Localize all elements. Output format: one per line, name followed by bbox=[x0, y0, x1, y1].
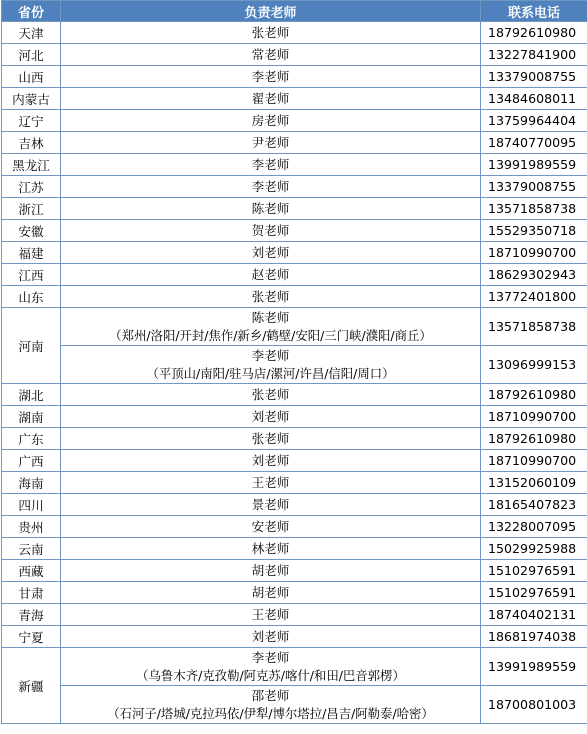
teacher-name: 陈老师 bbox=[251, 309, 290, 325]
phone-cell: 18165407823 bbox=[481, 494, 587, 516]
phone-cell: 13759964404 bbox=[481, 110, 587, 132]
teacher-cell bbox=[61, 686, 481, 724]
province-cell: 浙江 bbox=[2, 198, 61, 220]
table-row bbox=[2, 220, 587, 242]
province-cell: 青海 bbox=[2, 604, 61, 626]
province-cell: 江苏 bbox=[2, 176, 61, 198]
province-cell: 新疆 bbox=[2, 648, 61, 724]
province-cell: 云南 bbox=[2, 538, 61, 560]
table-row bbox=[2, 538, 587, 560]
phone-cell: 13152060109 bbox=[481, 472, 587, 494]
teacher-cell: 常老师 bbox=[61, 44, 481, 66]
teacher-cell: 张老师 bbox=[61, 286, 481, 308]
province-cell: 黑龙江 bbox=[2, 154, 61, 176]
header-province: 省份 bbox=[2, 1, 61, 22]
teacher-cell: 陈老师 bbox=[61, 198, 481, 220]
province-cell: 河南 bbox=[2, 308, 61, 384]
phone-cell: 18792610980 bbox=[481, 384, 587, 406]
teacher-cell bbox=[61, 346, 481, 384]
phone-cell: 18681974038 bbox=[481, 626, 587, 648]
province-cell: 广西 bbox=[2, 450, 61, 472]
phone-cell: 13096999153 bbox=[481, 346, 587, 384]
teacher-cell: 王老师 bbox=[61, 472, 481, 494]
teacher-cell: 刘老师 bbox=[61, 450, 481, 472]
teacher-cell bbox=[61, 308, 481, 346]
table-row bbox=[2, 516, 587, 538]
teacher-cell: 李老师 bbox=[61, 66, 481, 88]
teacher-cell: 贺老师 bbox=[61, 220, 481, 242]
phone-cell: 18792610980 bbox=[481, 428, 587, 450]
phone-cell: 13227841900 bbox=[481, 44, 587, 66]
phone-cell: 13991989559 bbox=[481, 648, 587, 686]
teacher-cell: 刘老师 bbox=[61, 242, 481, 264]
phone-cell: 13991989559 bbox=[481, 154, 587, 176]
phone-cell: 13571858738 bbox=[481, 198, 587, 220]
phone-cell: 18629302943 bbox=[481, 264, 587, 286]
teacher-cell: 王老师 bbox=[61, 604, 481, 626]
phone-cell: 18700801003 bbox=[481, 686, 587, 724]
teacher-cell: 胡老师 bbox=[61, 582, 481, 604]
header-row bbox=[2, 1, 587, 22]
header-teacher: 负责老师 bbox=[61, 1, 481, 22]
table-row bbox=[2, 560, 587, 582]
contact-table bbox=[1, 0, 587, 724]
table-row bbox=[2, 286, 587, 308]
table-row bbox=[2, 686, 587, 724]
province-cell: 宁夏 bbox=[2, 626, 61, 648]
province-cell: 广东 bbox=[2, 428, 61, 450]
table-row bbox=[2, 648, 587, 686]
table-row bbox=[2, 450, 587, 472]
table-row bbox=[2, 88, 587, 110]
table-row bbox=[2, 242, 587, 264]
table-row bbox=[2, 582, 587, 604]
region-list: （乌鲁木齐/克孜勒/阿克苏/喀什/和田/巴音郭楞） bbox=[136, 667, 405, 683]
province-cell: 山西 bbox=[2, 66, 61, 88]
region-list: （平顶山/南阳/驻马店/漯河/许昌/信阳/周口） bbox=[146, 365, 395, 381]
teacher-name: 邵老师 bbox=[251, 687, 290, 703]
phone-cell: 15029925988 bbox=[481, 538, 587, 560]
province-cell: 河北 bbox=[2, 44, 61, 66]
teacher-cell: 刘老师 bbox=[61, 406, 481, 428]
teacher-cell: 翟老师 bbox=[61, 88, 481, 110]
table-row bbox=[2, 132, 587, 154]
table-row bbox=[2, 66, 587, 88]
table-row bbox=[2, 604, 587, 626]
phone-cell: 15102976591 bbox=[481, 582, 587, 604]
teacher-cell: 赵老师 bbox=[61, 264, 481, 286]
table-row bbox=[2, 176, 587, 198]
province-cell: 海南 bbox=[2, 472, 61, 494]
region-list: （郑州/洛阳/开封/焦作/新乡/鹤壁/安阳/三门峡/濮阳/商丘） bbox=[109, 327, 432, 343]
table-row bbox=[2, 406, 587, 428]
phone-cell: 13484608011 bbox=[481, 88, 587, 110]
phone-cell: 18710990700 bbox=[481, 242, 587, 264]
phone-cell: 15102976591 bbox=[481, 560, 587, 582]
province-cell: 内蒙古 bbox=[2, 88, 61, 110]
table-row bbox=[2, 22, 587, 44]
teacher-cell: 李老师 bbox=[61, 176, 481, 198]
teacher-cell: 安老师 bbox=[61, 516, 481, 538]
province-cell: 四川 bbox=[2, 494, 61, 516]
phone-cell: 13379008755 bbox=[481, 66, 587, 88]
phone-cell: 18792610980 bbox=[481, 22, 587, 44]
teacher-cell: 张老师 bbox=[61, 428, 481, 450]
teacher-cell: 张老师 bbox=[61, 384, 481, 406]
province-cell: 江西 bbox=[2, 264, 61, 286]
table-row bbox=[2, 472, 587, 494]
teacher-cell: 尹老师 bbox=[61, 132, 481, 154]
table-row bbox=[2, 110, 587, 132]
table-body bbox=[2, 22, 587, 724]
table-row bbox=[2, 264, 587, 286]
phone-cell: 18710990700 bbox=[481, 406, 587, 428]
phone-cell: 18740402131 bbox=[481, 604, 587, 626]
province-cell: 天津 bbox=[2, 22, 61, 44]
province-cell: 辽宁 bbox=[2, 110, 61, 132]
teacher-cell: 林老师 bbox=[61, 538, 481, 560]
table-row bbox=[2, 384, 587, 406]
teacher-cell: 李老师 bbox=[61, 154, 481, 176]
phone-cell: 18710990700 bbox=[481, 450, 587, 472]
teacher-cell: 景老师 bbox=[61, 494, 481, 516]
table-row bbox=[2, 198, 587, 220]
table-row bbox=[2, 154, 587, 176]
table-row bbox=[2, 428, 587, 450]
province-cell: 山东 bbox=[2, 286, 61, 308]
province-cell: 贵州 bbox=[2, 516, 61, 538]
table-row bbox=[2, 44, 587, 66]
table-row bbox=[2, 308, 587, 346]
province-cell: 湖南 bbox=[2, 406, 61, 428]
teacher-cell bbox=[61, 648, 481, 686]
table-row bbox=[2, 626, 587, 648]
table-row bbox=[2, 346, 587, 384]
province-cell: 安徽 bbox=[2, 220, 61, 242]
province-cell: 西藏 bbox=[2, 560, 61, 582]
teacher-name: 李老师 bbox=[251, 347, 290, 363]
province-cell: 吉林 bbox=[2, 132, 61, 154]
phone-cell: 13772401800 bbox=[481, 286, 587, 308]
phone-cell: 13379008755 bbox=[481, 176, 587, 198]
phone-cell: 15529350718 bbox=[481, 220, 587, 242]
province-cell: 湖北 bbox=[2, 384, 61, 406]
phone-cell: 13571858738 bbox=[481, 308, 587, 346]
province-cell: 甘肃 bbox=[2, 582, 61, 604]
header-phone: 联系电话 bbox=[481, 1, 587, 22]
region-list: （石河子/塔城/克拉玛依/伊犁/博尔塔拉/昌吉/阿勒泰/哈密） bbox=[107, 705, 434, 721]
teacher-cell: 张老师 bbox=[61, 22, 481, 44]
teacher-cell: 房老师 bbox=[61, 110, 481, 132]
phone-cell: 13228007095 bbox=[481, 516, 587, 538]
teacher-cell: 胡老师 bbox=[61, 560, 481, 582]
table-row bbox=[2, 494, 587, 516]
teacher-cell: 刘老师 bbox=[61, 626, 481, 648]
province-cell: 福建 bbox=[2, 242, 61, 264]
teacher-name: 李老师 bbox=[251, 649, 290, 665]
phone-cell: 18740770095 bbox=[481, 132, 587, 154]
